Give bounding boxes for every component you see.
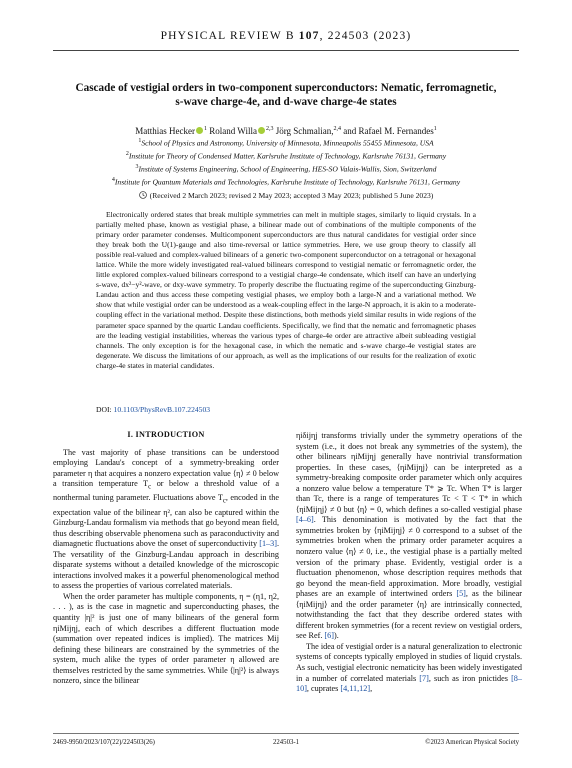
affiliation-4: $^4$Institute for Quantum Materials and Technologies, Karlsruhe Institute of Technology, Karlsruhe 76131, Germany bbox=[111, 176, 461, 187]
title-line-2: s-wave charge-4e, and d-wave charge-4e states bbox=[175, 95, 397, 108]
header-rule bbox=[53, 50, 519, 51]
affiliation-3: $^3$Institute of Systems Engineering, School of Engineering, HES-SO Valais-Wallis, Sion, Switzerland bbox=[135, 163, 437, 174]
author-2[interactable]: Roland Willa bbox=[209, 126, 257, 136]
doi-line bbox=[96, 405, 210, 415]
journal-volume: 107 bbox=[298, 30, 320, 42]
doi-link[interactable]: 10.1103/PhysRevB.107.224503 bbox=[113, 405, 211, 414]
doi-label: DOI: bbox=[96, 405, 112, 414]
right-column bbox=[296, 431, 522, 695]
affiliation-1: $^1$School of Physics and Astronomy, University of Minnesota, Minneapolis 55455 Minnesota, USA bbox=[138, 138, 434, 148]
orcid-icon[interactable] bbox=[258, 127, 265, 134]
journal-name: PHYSICAL REVIEW B bbox=[160, 30, 295, 42]
citation-link[interactable]: [4,11,12] bbox=[340, 684, 371, 694]
citation-link[interactable]: [1–3] bbox=[259, 539, 277, 549]
orcid-icon[interactable] bbox=[196, 127, 203, 134]
intro-paragraph-3: ηiδijηj transforms trivially under the symmetry operations of the system (i.e., it does not break any symmetries of the system), the other bilinears ηiMijηj generally have nontrivial transformation properties. In these cases, ⟨ηiMijηj⟩ can be interpreted as a symmetry-breaking composite order parameter which only acquires a nonzero value below a temperature T* ⩾ Tc. When T* is larger than Tc, there is a range of temperatures Tc < T < T* in which ⟨ηiMijηj⟩ ≠ 0 but ⟨η⟩ = 0, which defines a so-called vestigial phase [4–6]. This denomination is motivated by the fact that the symmetries broken by ⟨ηiMijηj⟩ ≠ 0 correspond to a subset of the symmetries broken when the primary order parameter acquires a nonzero value ⟨η⟩ ≠ 0, i.e., the vestigial phase is a partially melted version of the primary phase. Evidently, vestigial order is a fluctuation phenomenon, whose description requires methods that go beyond the mean-field approximation. More broadly, vestigial phases are an example of intertwined orders [5], as the bilinear ⟨ηiMijηj⟩ and the order parameter ⟨η⟩ are intrinsically connected, notwithstanding the fact that they describe ordered states with different broken symmetries (for a recent review on vestigial orders, see Ref. [6]). bbox=[296, 431, 522, 641]
citation-link[interactable]: [8–10] bbox=[296, 673, 522, 694]
author-2-affil: 2,3 bbox=[265, 126, 274, 132]
paper-title bbox=[60, 82, 512, 109]
citation-link[interactable]: [5] bbox=[456, 589, 466, 599]
title-line-1: Cascade of vestigial orders in two-component superconductors: Nematic, ferromagnetic, bbox=[75, 82, 497, 94]
abstract: Electronically ordered states that break multiple symmetries can melt in multiple stages, similarly to liquid crystals. In a partially melted phase, known as vestigial phase, a bilinear made out of combinations of the multiple components of the primary order parameter condenses. Multicomponent superconductors are thus natural candidates for vestigial order since they break both the U(1)-gauge and also time-reversal or lattice symmetries. Here, we use group theory to classify all possible real-valued and complex-valued bilinears of a generic two-component superconductor on a tetragonal or hexagonal lattice. While the more widely investigated real-valued bilinears correspond to vestigial nematic or ferromagnetic order, the little explored complex-valued bilinears correspond to a vestigial charge-4e condensate, which itself can have an underlying s-wave, dx²−y²-wave, or dxy-wave symmetry. To properly describe the fluctuating regime of the superconducting Ginzburg-Landau action and thus access these competing vestigial phases, we employ both a large-N and a variational method. We show that while vestigial order can be understood as a weak-coupling effect in the large-N approach, it is akin to a moderate-coupling effect in the variational method. Despite these distinctions, both methods yield similar results in wide regions of the parameter space spanned by the quartic Landau coefficients. Specifically, we find that the nematic and ferromagnetic phases are the leading vestigial instabilities, whereas the various types of charge-4e order are attractive albeit subleading vestigial channels. The only exception is for the hexagonal case, in which the nematic and s-wave charge-4e vestigial states are degenerate. We discuss the limitations of our approach, as well as the implications of our results for the realization of exotic charge-4e states in material candidates. bbox=[96, 210, 476, 370]
clock-icon bbox=[139, 191, 147, 199]
author-4-affil: 1 bbox=[433, 126, 437, 132]
received-dates bbox=[30, 191, 542, 201]
footer-issn: 2469-9950/2023/107(22)/224503(26) bbox=[53, 739, 155, 746]
intro-paragraph-4: The idea of vestigial order is a natural generalization to electronic systems of concepts typically employed in studies of liquid crystals. As such, vestigial electronic nematicity has been widely investigated in a number of correlated materials [7], such as iron pnictides [8–10], cuprates [4,11,12], bbox=[296, 641, 522, 694]
author-1-affil: 1 bbox=[203, 126, 207, 132]
affiliations bbox=[30, 136, 542, 188]
citation-link[interactable]: [7] bbox=[419, 673, 429, 683]
author-3[interactable]: Jörg Schmalian, bbox=[275, 126, 334, 136]
citation-link[interactable]: [4–6] bbox=[296, 515, 314, 525]
intro-paragraph-1: The vast majority of phase transitions can be understood employing Landau's concept of a symmetry-breaking order parameter η that acquires a nonzero expectation value ⟨η⟩ ≠ 0 below a transition temperature $T_c$ or below a threshold value of a nonthermal tuning parameter. Fluctuations above $T_c$, encoded in the expectation value of the bilinear η², can also be captured within the Ginzburg-Landau formalism via methods that go beyond mean field, thus describing observable phenomena such as paraconductivity and diamagnetic fluctuations above the onset of superconductivity [1–3]. The versatility of the Ginzburg-Landau approach in describing disparate systems without a detailed knowledge of the microscopic interactions involved makes it a powerful phenomenological method to assess the properties of various correlated materials. bbox=[53, 447, 280, 591]
author-3-affil: 2,4 bbox=[333, 126, 342, 132]
author-4[interactable]: and Rafael M. Fernandes bbox=[343, 126, 434, 136]
left-column bbox=[53, 430, 279, 687]
footer-rule bbox=[53, 733, 519, 734]
section-heading: I. INTRODUCTION bbox=[127, 430, 205, 439]
citation-link[interactable]: [6] bbox=[324, 631, 334, 641]
intro-paragraph-2: When the order parameter has multiple components, η = (η1, η2, . . . ), as is the case in magnetic and superconducting phases, the quantity |η|² is just one of many bilinears of the general form ηiMijηj, each of which describes a different fluctuation mode (summation over repeated indices is implied). The matrices Mij defining these bilinears are constrained by the symmetries of the system, much alike the types of order parameter η allowed are themselves restricted by the same symmetries. While ⟨|η|²⟩ is always nonzero, since the bilinear bbox=[53, 591, 279, 686]
author-1[interactable]: Matthias Hecker bbox=[135, 126, 195, 136]
received-text: (Received 2 March 2023; revised 2 May 2023; accepted 3 May 2023; published 5 June 2023) bbox=[149, 191, 434, 200]
affiliation-2: $^2$Institute for Theory of Condensed Matter, Karlsruhe Institute of Technology, Karlsruhe 76131, Germany bbox=[125, 150, 447, 161]
footer-page-number: 224503-1 bbox=[272, 739, 300, 746]
journal-citation: , 224503 (2023) bbox=[319, 30, 412, 42]
journal-header bbox=[0, 30, 572, 42]
footer-copyright: ©2023 American Physical Society bbox=[425, 739, 519, 746]
